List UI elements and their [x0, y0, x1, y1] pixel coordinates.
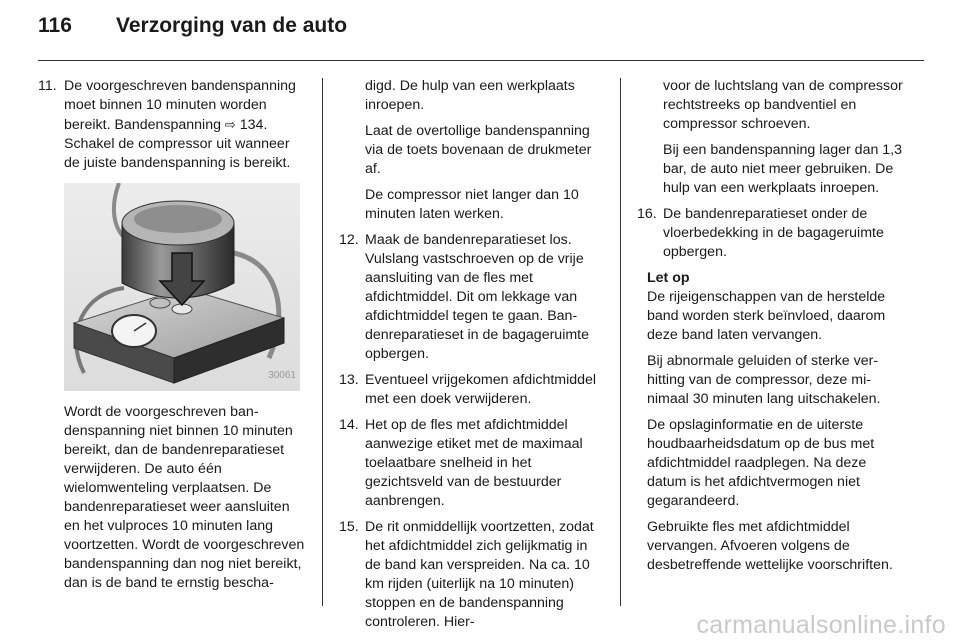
step-number: 13. [339, 372, 359, 388]
compressor-illustration-image [64, 183, 300, 391]
note-paragraph: De opslaginformatie en de uiterste houdbaarheidsdatum op de bus met afdichtmiddel raadplegen. Na deze datum is het afdichtvermogen niet gegarandeerd. [647, 417, 875, 509]
step-number: 14. [339, 417, 359, 433]
column-3 [637, 77, 907, 582]
header-divider [38, 60, 924, 61]
page-number: 116 [38, 14, 72, 37]
note-paragraph: De rijeigenschappen van de herstelde band worden sterk beïnvloed, daarom deze band laten vervangen. [647, 289, 886, 343]
step-number: 15. [339, 519, 359, 535]
paragraph: voor de luchtslang van de compressor rechtstreeks op bandventiel en compressor schroeven. [663, 78, 903, 132]
step-text [64, 78, 296, 171]
step-text: De bandenreparatieset onder de vloerbedekking in de bagageruimte opbergen. [663, 206, 884, 260]
step-text-part: 134. Schakel de compressor uit wanneer de juiste bandenspanning is bereikt. [64, 117, 291, 171]
step-11 [38, 77, 308, 173]
step-number: 16. [637, 206, 657, 222]
paragraph: Bij een bandenspanning lager dan 1,3 bar, de auto niet meer gebruiken. De hulp van een werkplaats inroepen. [663, 142, 903, 196]
step-text: Het op de fles met afdichtmiddel aanwezige etiket met de maximaal toelaatbare snelheid in het gezichtsveld van de bestuurder aanbrengen. [365, 417, 583, 509]
step-16 [637, 205, 907, 262]
paragraph: Wordt de voorgeschreven bandenspanning niet binnen 10 minuten bereikt, dan de bandenreparatieset verwijderen. De auto één wielomwenteling verplaatsen. De bandenreparatieset weer aansluiten en het vulproces 10 minuten lang voortzetten. Wordt de voorgeschreven bandenspanning dan nog niet bereikt, dan is de band te ernstig bescha- [64, 404, 305, 591]
step-13 [339, 371, 607, 409]
step-number: 11. [38, 78, 57, 94]
step-text: Eventueel vrijgekomen afdichtmiddel met een doek verwijderen. [365, 372, 597, 407]
note-paragraph: Gebruikte fles met afdichtmiddel vervangen. Afvoeren volgens de desbetreffende wettelijke voorschriften. [647, 519, 893, 573]
page-header [38, 14, 347, 38]
step-text: Maak de bandenreparatieset los. Vulslang vastschroeven op de vrije aansluiting van de fles met afdichtmiddel. Dit om lekkage van afdichtmiddel tegen te gaan. Bandenreparatieset in de bagageruimte opbergen. [365, 232, 590, 362]
note-box [637, 269, 907, 575]
step-12 [339, 231, 607, 364]
step-15 [339, 518, 607, 632]
column-divider-1 [322, 78, 323, 606]
column-1 [38, 77, 308, 600]
step-text: De rit onmiddellijk voortzetten, zodat het afdichtmiddel zich gelijkmatig in de band kan verspreiden. Na ca. 10 km rijden (uiterlijk na 10 minuten) stoppen en de bandenspanning controleren. Hier- [365, 519, 594, 630]
watermark: carmanualsonline.info [696, 611, 946, 639]
step-text-part: De voorgeschreven bandenspanning moet binnen 10 minuten worden bereikt. Bandenspanning [64, 78, 296, 133]
page-title: Verzorging van de auto [116, 14, 348, 37]
paragraph: digd. De hulp van een werkplaats inroepen. [365, 78, 575, 113]
figure-code: 30061 [268, 370, 296, 381]
step-14 [339, 416, 607, 511]
compressor-illustration [64, 183, 300, 391]
page-reference-arrow-icon: ⇨ [224, 117, 236, 132]
step-number: 12. [339, 232, 359, 248]
note-paragraph: Bij abnormale geluiden of sterke verhitting van de compressor, deze minimaal 30 minuten lang uitschakelen. [647, 353, 881, 407]
paragraph: Laat de overtollige bandenspanning via de toets bovenaan de drukmeter af. [365, 123, 592, 177]
column-2 [339, 77, 607, 639]
note-label: Let op [647, 270, 690, 286]
column-divider-2 [620, 78, 621, 606]
paragraph: De compressor niet langer dan 10 minuten laten werken. [365, 187, 579, 222]
